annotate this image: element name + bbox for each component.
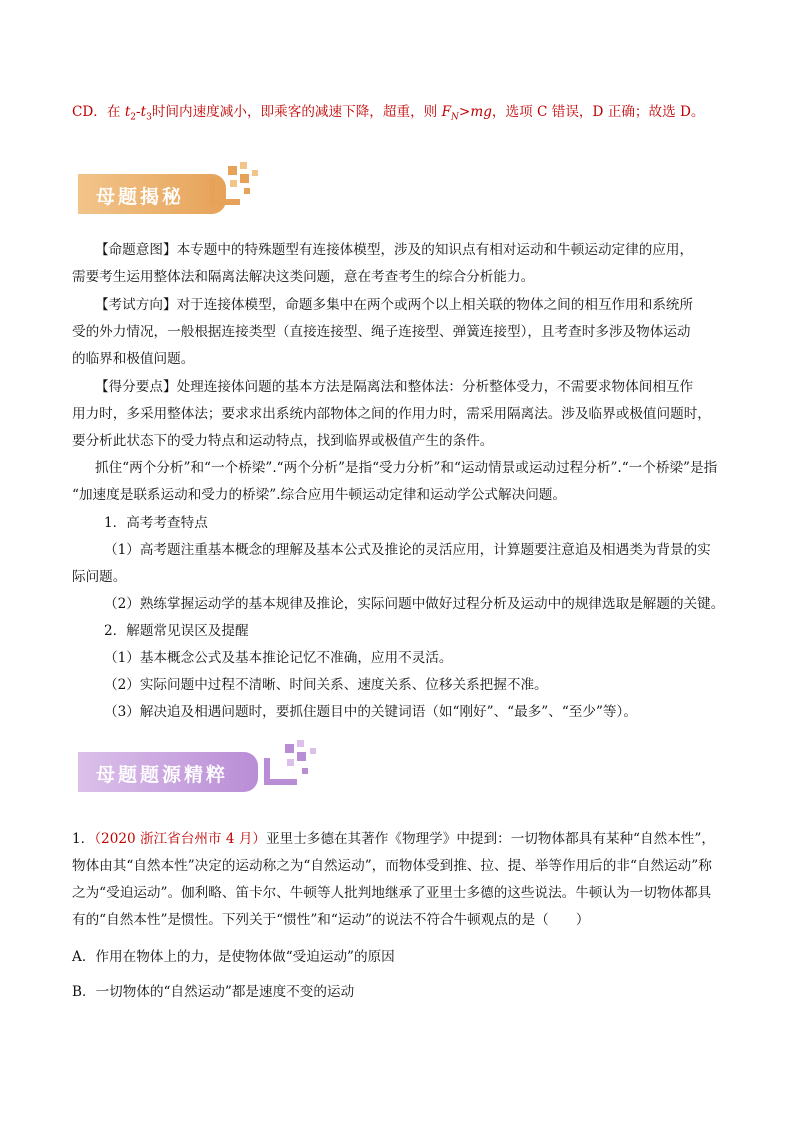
solution-prefix: CD．在 <box>72 104 125 120</box>
question1-text-1: 亚里士多德在其著作《物理学》中提到：一切物体都具有某种“自然本性”， <box>266 831 715 847</box>
section2-item1: （1）基本概念公式及基本推论记忆不准确，应用不灵活。 <box>104 650 453 666</box>
solution-suffix: ，选项 C 错误，D 正确；故选 D。 <box>491 104 705 120</box>
orange-squares-decoration-icon <box>200 160 270 220</box>
question-number: 1． <box>72 831 95 847</box>
banner-title: 母题揭秘 <box>96 186 185 208</box>
banner-mother-question-source <box>78 752 258 792</box>
mg-term: mg <box>470 104 492 120</box>
section1-heading: 1．高考考查特点 <box>104 515 208 531</box>
f-subscript: N <box>451 112 459 123</box>
dash: - <box>136 104 141 120</box>
section2-item3: （3）解决追及相遇问题时，要抓住题目中的关键词语（如“刚好”、“最多”、“至少”等）。 <box>104 704 637 720</box>
points-line-1 <box>95 378 745 396</box>
solution-middle: 时间内速度减小，即乘客的减速下降，超重，则 <box>151 104 442 120</box>
direction-line-3: 的临界和极值问题。 <box>72 351 195 367</box>
question-source: （2020 浙江省台州市 4 月） <box>94 831 267 847</box>
points-line-3: 要分析此状态下的受力特点和运动特点，找到临界或极值产生的条件。 <box>72 433 494 449</box>
direction-line-1 <box>95 296 745 314</box>
intent-line-2: 需要考生运用整体法和隔离法解决这类问题，意在考查考生的综合分析能力。 <box>72 269 535 285</box>
section2-item2: （2）实际问题中过程不清晰、时间关系、速度关系、位移关系把握不准。 <box>104 677 548 693</box>
question1-line-1 <box>72 830 722 848</box>
section2-heading: 2．解题常见误区及提醒 <box>104 623 249 639</box>
section1-item1-line2: 际问题。 <box>72 569 127 585</box>
purple-squares-decoration-icon <box>255 738 330 800</box>
banner-title-2: 母题题源精粹 <box>96 764 229 786</box>
t-subscript-3: 3 <box>146 112 152 123</box>
t-variable-2: t <box>140 104 147 120</box>
points-text-1: 处理连接体问题的基本方法是隔离法和整体法：分析整体受力，不需要求物体间相互作 <box>176 379 694 395</box>
question1-option-b: B．一切物体的“自然运动”都是速度不变的运动 <box>72 984 355 1000</box>
grasp-line-1: 抓住“两个分析”和“一个桥梁”.“两个分析”是指“受力分析”和“运动情景或运动过程分析”.“一个桥梁”是指 <box>95 460 718 476</box>
grasp-line-2: “加速度是联系运动和受力的桥梁”.综合应用牛顿运动定律和运动学公式解决问题。 <box>72 487 566 503</box>
solution-line <box>72 103 722 127</box>
points-line-2: 用力时，多采用整体法；要求求出系统内部物体之间的作用力时，需采用隔离法。涉及临界或极值问题时， <box>72 406 711 422</box>
direction-line-2: 受的外力情况，一般根据连接类型（直接连接型、绳子连接型、弹簧连接型），且考查时多涉及物体运动 <box>72 324 691 340</box>
direction-tag: 【考试方向】 <box>95 297 177 313</box>
f-variable: F <box>441 104 452 120</box>
t-variable: t <box>124 104 131 120</box>
section1-item1-line1: （1）高考题注重基本概念的理解及基本公式及推论的灵活应用，计算题要注意追及相遇类为背景的实 <box>104 542 711 558</box>
intent-tag: 【命题意图】 <box>95 242 177 258</box>
question1-line-3: 之为“受迫运动”。伽利略、笛卡尔、牛顿等人批判地继承了亚里士多德的这些说法。牛顿认为一切物体都具 <box>72 885 712 901</box>
points-tag: 【得分要点】 <box>95 379 177 395</box>
question1-option-a: A．作用在物体上的力，是使物体做“受迫运动”的原因 <box>72 949 395 965</box>
section1-item2: （2）熟练掌握运动学的基本规律及推论，实际问题中做好过程分析及运动中的规律选取是解题的关键。 <box>104 596 725 612</box>
question1-line-2: 物体由其“自然本性”决定的运动称之为“自然运动”，而物体受到推、拉、提、举等作用后的非“自然运动”称 <box>72 858 712 874</box>
direction-text-1: 对于连接体模型，命题多集中在两个或两个以上相关联的物体之间的相互作用和系统所 <box>176 297 694 313</box>
intent-text-1: 本专题中的特殊题型有连接体模型，涉及的知识点有相对运动和牛顿运动定律的应用， <box>176 242 694 258</box>
greater-than: > <box>458 104 471 120</box>
intent-line-1 <box>95 241 745 259</box>
question1-line-4: 有的“自然本性”是惯性。下列关于“惯性”和“运动”的说法不符合牛顿观点的是（ ） <box>72 912 590 928</box>
t-subscript-2: 2 <box>130 112 137 123</box>
